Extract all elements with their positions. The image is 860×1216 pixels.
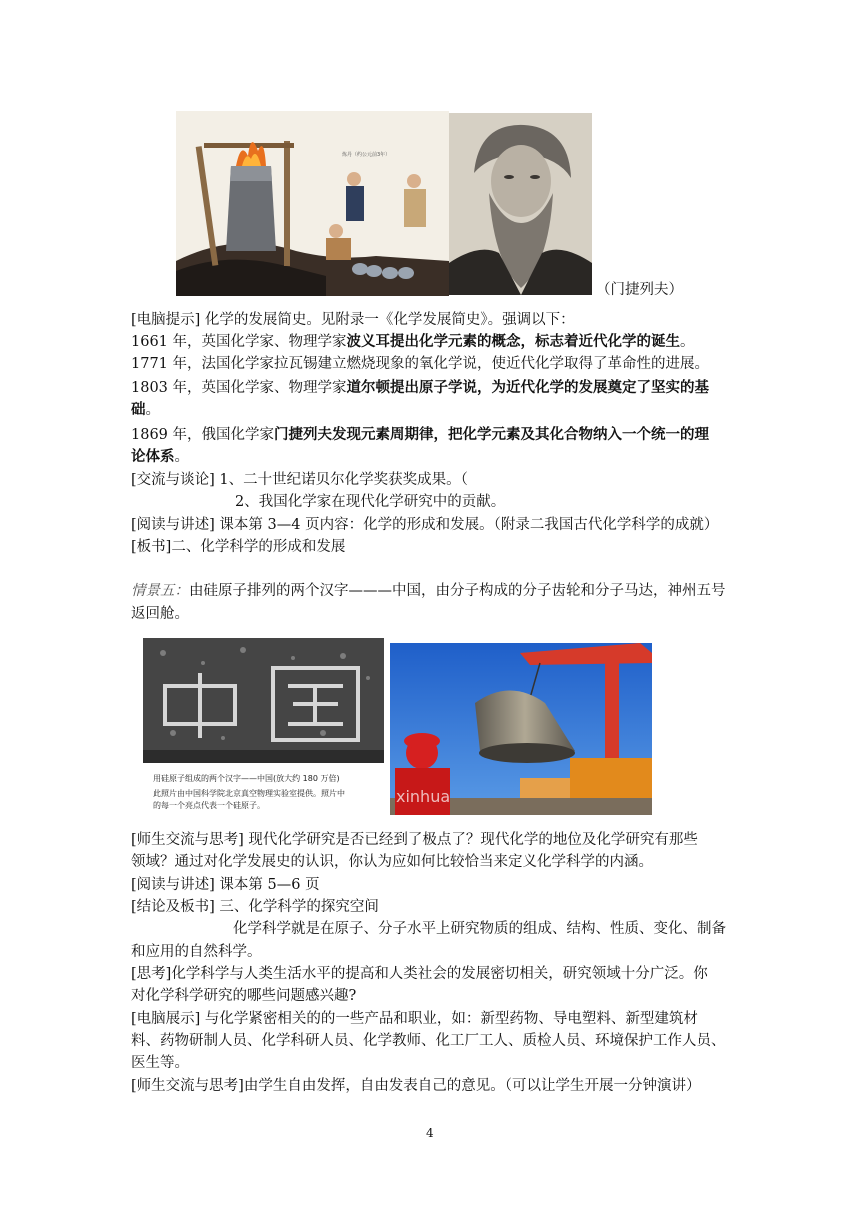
text-1661-c: 。: [680, 334, 695, 350]
text-1661-a: 1661 年，英国化学家、物理学家: [131, 334, 347, 350]
computer-prompt-line: [电脑提示] 化学的发展简史。见附录一《化学发展简史》。强调以下：: [131, 312, 575, 328]
portrait-caption: （门捷列夫）: [596, 282, 683, 298]
teacher-student-line-1: [师生交流与思考] 现代化学研究是否已经到了极点了？现代化学的地位及化学研究有那些: [131, 832, 698, 848]
text-1869-bold-cont: 论体系: [131, 448, 175, 465]
text-1869-a: 1869 年，俄国化学家: [131, 427, 275, 443]
discussion-line-2: 2、我国化学家在现代化学研究中的贡献。: [235, 494, 506, 510]
history-1869: [131, 424, 709, 446]
board-line-1: [板书]二、化学科学的形成和发展: [131, 539, 346, 555]
think-line-2: 对化学科学研究的哪些问题感兴趣?: [131, 988, 357, 1004]
history-1771: 1771 年，法国化学家拉瓦锡建立燃烧现象的氧化学说，使近代化学取得了革命性的进展。: [131, 356, 710, 372]
think-line-1: [思考]化学科学与人类生活水平的提高和人类社会的发展密切相关，研究领域十分广泛。你: [131, 966, 708, 982]
scenario-five-label: 情景五：: [131, 583, 189, 599]
shenzhou-capsule-photo: [390, 643, 652, 815]
computer-show-line-2: 料、药物研制人员、化学科研人员、化学教师、化工厂工人、质检人员、环境保护工作人员、: [131, 1033, 726, 1049]
alchemy-illustration: [176, 111, 449, 296]
conclusion-line: [结论及板书] 三、化学科学的探究空间: [131, 899, 379, 915]
teacher-student-line-3: [师生交流与思考]由学生自由发挥，自由发表自己的意见。（可以让学生开展一分钟演讲）: [131, 1078, 701, 1094]
text-1869-bold: 门捷列夫发现元素周期律，把化学元素及其化合物纳入一个统一的理: [274, 426, 710, 443]
silicon-atom-stm-image: [143, 638, 384, 763]
discussion-line-1: [交流与谈论] 1、二十世纪诺贝尔化学奖获奖成果。（: [131, 472, 468, 488]
history-1661: [131, 331, 695, 353]
stm-caption-3: 的每一个亮点代表一个硅原子。: [153, 801, 265, 810]
text-1803-bold: 道尔顿提出原子学说，为近代化学的发展奠定了坚实的基: [346, 379, 710, 396]
scenario-five-text: 由硅原子排列的两个汉字———中国，由分子构成的分子齿轮和分子马达，神州五号: [189, 583, 726, 599]
text-1803-bold-cont: 础: [131, 401, 146, 418]
definition-line-1: 化学科学就是在原子、分子水平上研究物质的组成、结构、性质、变化、制备: [233, 921, 726, 937]
teacher-student-line-2: 领域？通过对化学发展史的认识，你认为应如何比较恰当来定义化学科学的内涵。: [131, 854, 653, 870]
history-1803-cont: [131, 399, 160, 421]
alchemy-caption: 炼丹（约公元前3年）: [342, 152, 391, 158]
history-1803: [131, 377, 709, 399]
reading-line-2: [阅读与讲述] 课本第 5—6 页: [131, 877, 320, 893]
computer-show-line-3: 医生等。: [131, 1055, 189, 1071]
text-1803-d: 。: [145, 402, 160, 418]
stm-caption-2: 此照片由中国科学院北京真空物理实验室提供。照片中: [153, 789, 345, 798]
page-number: 4: [426, 1126, 434, 1140]
history-1869-cont: [131, 446, 189, 468]
stm-caption-1: 用硅原子组成的两个汉字——中国(放大约 180 万倍): [153, 774, 340, 783]
reading-line-1: [阅读与讲述] 课本第 3—4 页内容：化学的形成和发展。（附录二我国古代化学科学的成就）: [131, 517, 719, 533]
text-1803-a: 1803 年，英国化学家、物理学家: [131, 380, 347, 396]
scenario-five-cont: 返回舱。: [131, 606, 189, 622]
mendeleev-portrait: [449, 113, 592, 295]
xinhua-watermark: xinhua: [396, 787, 451, 806]
computer-show-line-1: [电脑展示] 与化学紧密相关的的一些产品和职业，如：新型药物、导电塑料、新型建筑材: [131, 1011, 698, 1027]
definition-line-2: 和应用的自然科学。: [131, 944, 262, 960]
text-1661-bold: 波义耳提出化学元素的概念，标志着近代化学的诞生: [346, 333, 681, 350]
text-1869-d: 。: [174, 449, 189, 465]
scenario-five-line: [131, 580, 726, 602]
